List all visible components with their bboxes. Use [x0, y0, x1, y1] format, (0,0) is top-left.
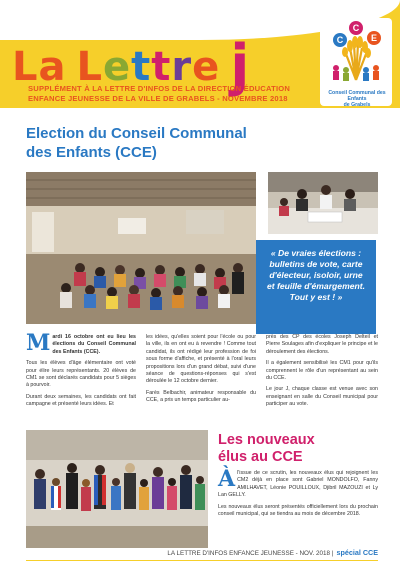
footer-rule [26, 560, 378, 561]
masthead-title [12, 33, 251, 98]
masthead-letter: e [192, 44, 221, 90]
pull-quote: « De vraies élections : bulletins de vote, carte d'électeur, isoloir, urne et feuille d'émargement. Tout y est ! » [256, 240, 376, 334]
masthead-letter: r [171, 44, 193, 90]
article-headline [26, 124, 266, 162]
article-paragraph [218, 466, 378, 500]
article-paragraph: Il a également sensibilisé les CM1 pour qu'ils comprennent le rôle d'un représentant au sein du CCE. [266, 360, 378, 382]
article-paragraph: les idées, qu'elles soient pour l'école ou pour la ville, ils en ont eu à revendre ! Comme tout candidat, ils ont rédigé leur profession de foi sous forme d'affiche, et présenté à l'oral leurs propositions lors d'un grand débat, suivi d'une séance de questions-réponses qui s'est déroulée le 12 octobre dernier. [146, 334, 256, 385]
logo-caption-line: Conseil Communal des Enfants [328, 90, 386, 102]
footer-special-label: spécial CCE [336, 548, 378, 557]
logo-caption-line: de Grabels [343, 102, 371, 108]
masthead-letter: t [131, 44, 152, 90]
dropcap: M [26, 330, 51, 356]
article-column-1 [26, 330, 136, 413]
section-title-line: Les nouveaux [218, 432, 315, 448]
masthead-subtitle [28, 84, 318, 103]
paragraph-text: l'issue de ce scrutin, les nouveaux élus qui rejoignent les CM2 déjà en place sont Gabriel MONDOLFO, Fanny AMILHAVET, Léonie POUILLOUX, Djibril MAZOUZI et Ly Lan GELLY. [218, 470, 378, 499]
headline-line: Election du Conseil Communal [26, 125, 247, 142]
article-column-2 [146, 334, 256, 409]
cce-logo-icon [320, 18, 392, 90]
logo-letter-e: E [370, 33, 378, 43]
cce-logo-caption [322, 90, 392, 108]
logo-letter-c1: C [336, 35, 344, 45]
headline-line: des Enfants (CCE) [26, 144, 157, 161]
photo-voting-table [268, 172, 378, 234]
section-title-new-councillors [218, 432, 388, 466]
masthead-letter: t [151, 44, 172, 90]
photo-new-councillors [26, 430, 208, 548]
masthead-letter-j: j [230, 33, 251, 98]
article-paragraph: Les nouveaux élus seront présentés officiellement lors du prochain conseil municipal, qui se tiendra au mois de décembre 2018. [218, 503, 378, 518]
subtitle-line: SUPPLÉMENT À LA LETTRE D'INFOS DE LA DIRECTION ÉDUCATION [28, 84, 291, 93]
subtitle-line: ENFANCE JEUNESSE DE LA VILLE DE GRABELS - NOVEMBRE 2018 [28, 93, 288, 103]
article-paragraph: près des CP des écoles Joseph Delteil et Pierre Soulages afin d'expliquer le principe et le déroulement des élections. [266, 334, 378, 355]
masthead-letter: L [76, 44, 103, 90]
article-paragraph: Durant deux semaines, les candidats ont fait campagne et présenté leurs idées. Et [26, 393, 136, 408]
photo-election-room [26, 172, 256, 324]
article-paragraph: Tous les élèves d'âge élémentaire ont voté pour élire leurs représentants. 20 élèves de CM1 se sont déclarés candidats pour 5 sièges à pourvoir. [26, 360, 136, 389]
masthead-word-la: La [12, 44, 67, 90]
masthead-letter: e [102, 44, 132, 90]
lead-text: ardi 16 octobre ont eu lieu les élections du Conseil Communal des Enfants (CCE). [52, 334, 136, 355]
page-footer [0, 548, 378, 557]
new-councillors-text [218, 466, 378, 522]
article-paragraph: Le jour J, chaque classe est venue avec son enseignant en salle du Conseil municipal pour participer au vote. [266, 386, 378, 408]
footer-text: LA LETTRE D'INFOS ENFANCE JEUNESSE - NOV. 2018 | [167, 550, 334, 557]
article-column-3 [266, 334, 378, 413]
dropcap: À [218, 466, 236, 492]
logo-letter-c2: C [352, 23, 360, 33]
section-title-line: élus au CCE [218, 449, 303, 465]
article-paragraph [26, 330, 136, 356]
article-paragraph: Farès Belbachir, animateur responsable du CCE, a pris un temps particulier au- [146, 389, 256, 404]
